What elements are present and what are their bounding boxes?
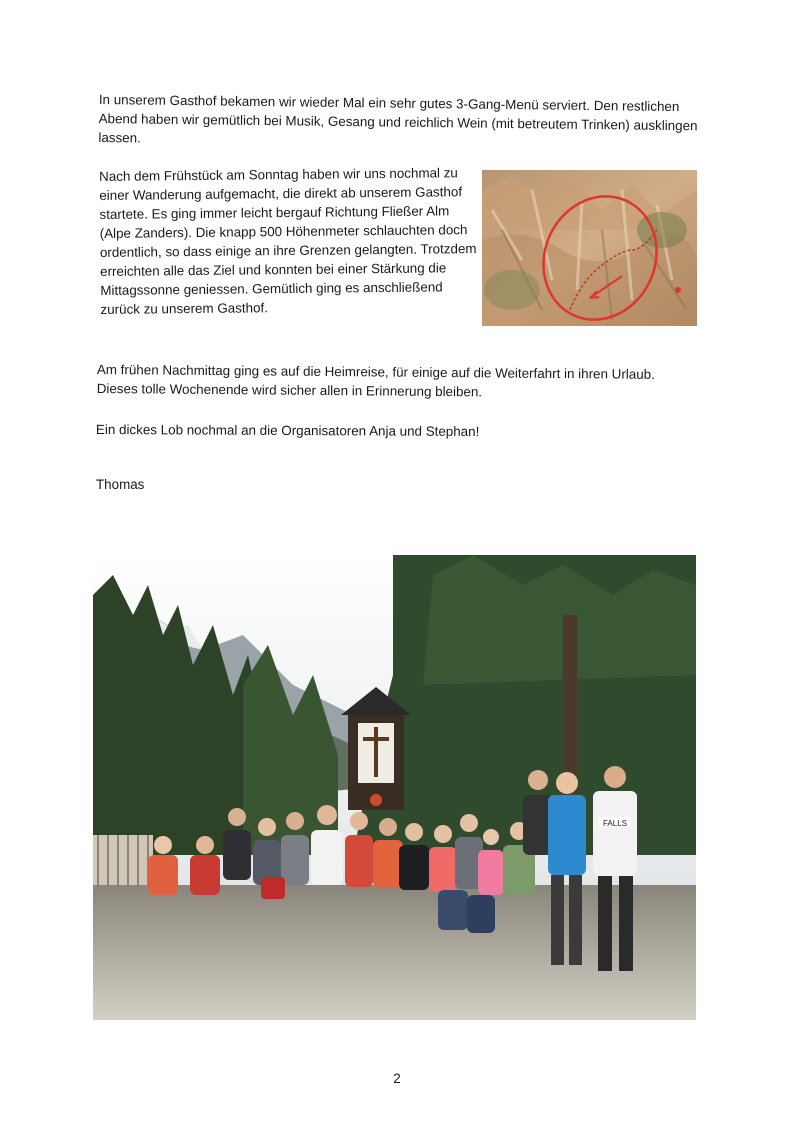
signature: Thomas <box>96 477 145 492</box>
group-photo <box>93 555 696 1020</box>
paragraph-hike: Nach dem Frühstück am Sonntag haben wir uns nochmal zu einer Wanderung aufgemacht, die direkt ab unserem Gasthof startete. Es ging immer leicht bergauf Richtung Fließer Alm (Alpe Zanders). Die knapp 500 Höhenmeter schlauchten doch ordentlich, so dass einige an ihre Grenzen gelangten. Trotzdem erreichten alle das Ziel und konnten bei einer Stärkung die Mittagssonne geniessen. Gemütlich ging es anschließend zurück zu unserem Gasthof. <box>99 165 477 317</box>
paragraph-thanks: Ein dickes Lob nochmal an die Organisatoren Anja und Stephan! <box>95 421 480 440</box>
shirt-text: FALLS <box>602 819 628 828</box>
paragraph-dinner: In unserem Gasthof bekamen wir wieder Mal ein sehr gutes 3-Gang-Menü serviert. Den restlichen Abend haben wir gemütlich bei Musik, Gesang und reichlich Wein (mit betreutem Trinken) ausklingen lassen. <box>98 91 698 146</box>
paragraph-return: Am frühen Nachmittag ging es auf die Heimreise, für einige auf die Weiterfahrt in ihren Urlaub. Dieses tolle Wochenende wird sicher allen in Erinnerung bleiben. <box>96 361 655 400</box>
hiking-map-image <box>482 170 697 326</box>
page-number: 2 <box>393 1071 401 1086</box>
